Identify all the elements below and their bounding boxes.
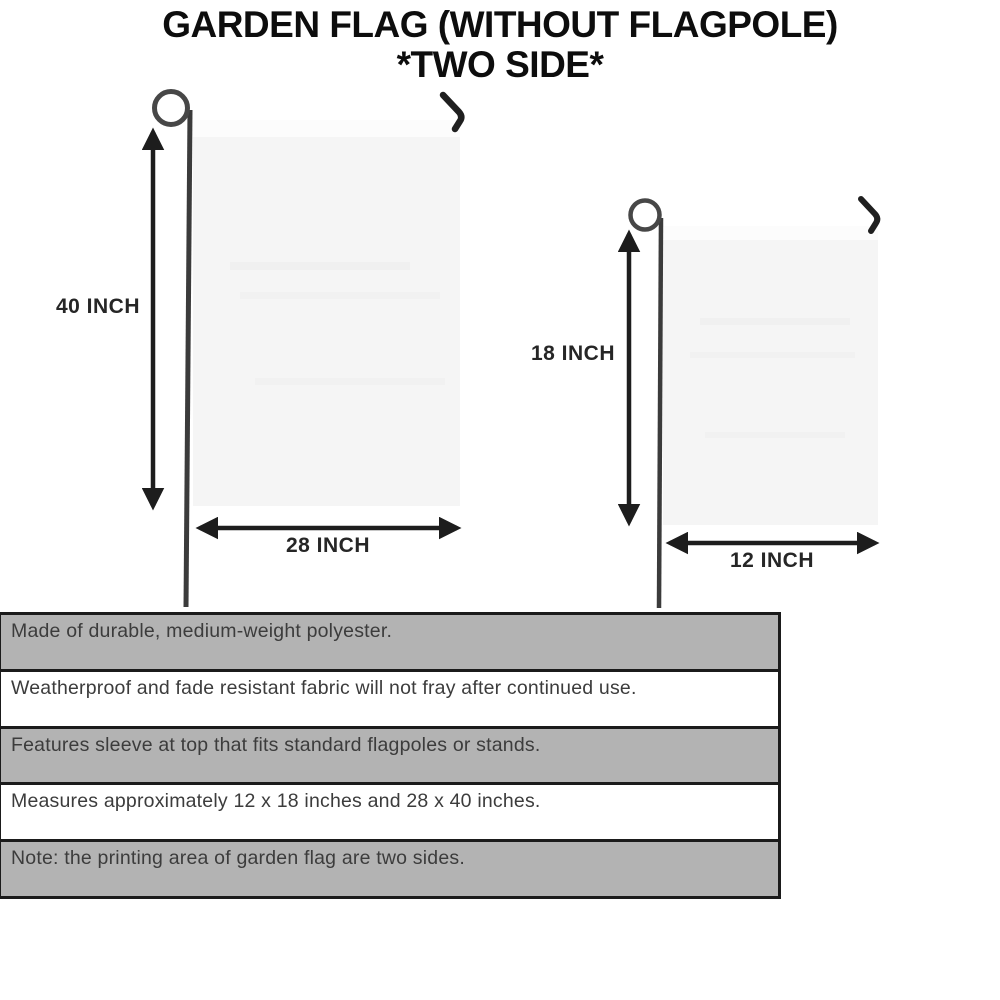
feature-row-weatherproof: Weatherproof and fade resistant fabric will not fray after continued use.: [1, 672, 778, 729]
feature-list: [0, 612, 781, 899]
small-flag-sleeve: [663, 226, 878, 240]
feature-row-measurements: Measures approximately 12 x 18 inches and 28 x 40 inches.: [1, 785, 778, 842]
large-flagpole-icon: [186, 110, 190, 607]
title-line-2: *TWO SIDE*: [396, 44, 604, 86]
small-flag-fold-line: [690, 352, 855, 358]
small-flag-fold-line: [705, 432, 845, 438]
small-flag-width-label: 12 INCH: [729, 549, 815, 572]
small-flag-fold-line: [700, 318, 850, 325]
feature-row-note: Note: the printing area of garden flag are two sides.: [1, 842, 778, 896]
large-flag-fold-line: [240, 292, 440, 299]
small-flag-body: [663, 226, 878, 525]
large-flagpole-loop-icon: [155, 92, 188, 125]
large-flag-width-label: 28 INCH: [285, 534, 371, 557]
title-line-1: GARDEN FLAG (WITHOUT FLAGPOLE): [162, 4, 838, 45]
large-flag-sleeve: [193, 120, 460, 137]
large-flag-fold-line: [255, 378, 445, 385]
small-flag-assembly: [629, 199, 878, 608]
feature-row-material: Made of durable, medium-weight polyester.: [1, 615, 778, 672]
large-flag-assembly: [153, 92, 461, 608]
small-flagpole-loop-icon: [631, 201, 660, 230]
feature-row-sleeve: Features sleeve at top that fits standard flagpoles or stands.: [1, 729, 778, 786]
small-flag-height-label: 18 INCH: [530, 342, 615, 365]
small-flagpole-icon: [659, 218, 661, 608]
large-flag-body: [193, 120, 460, 506]
large-flag-fold-line: [230, 262, 410, 270]
large-flag-height-label: 40 INCH: [55, 295, 140, 318]
